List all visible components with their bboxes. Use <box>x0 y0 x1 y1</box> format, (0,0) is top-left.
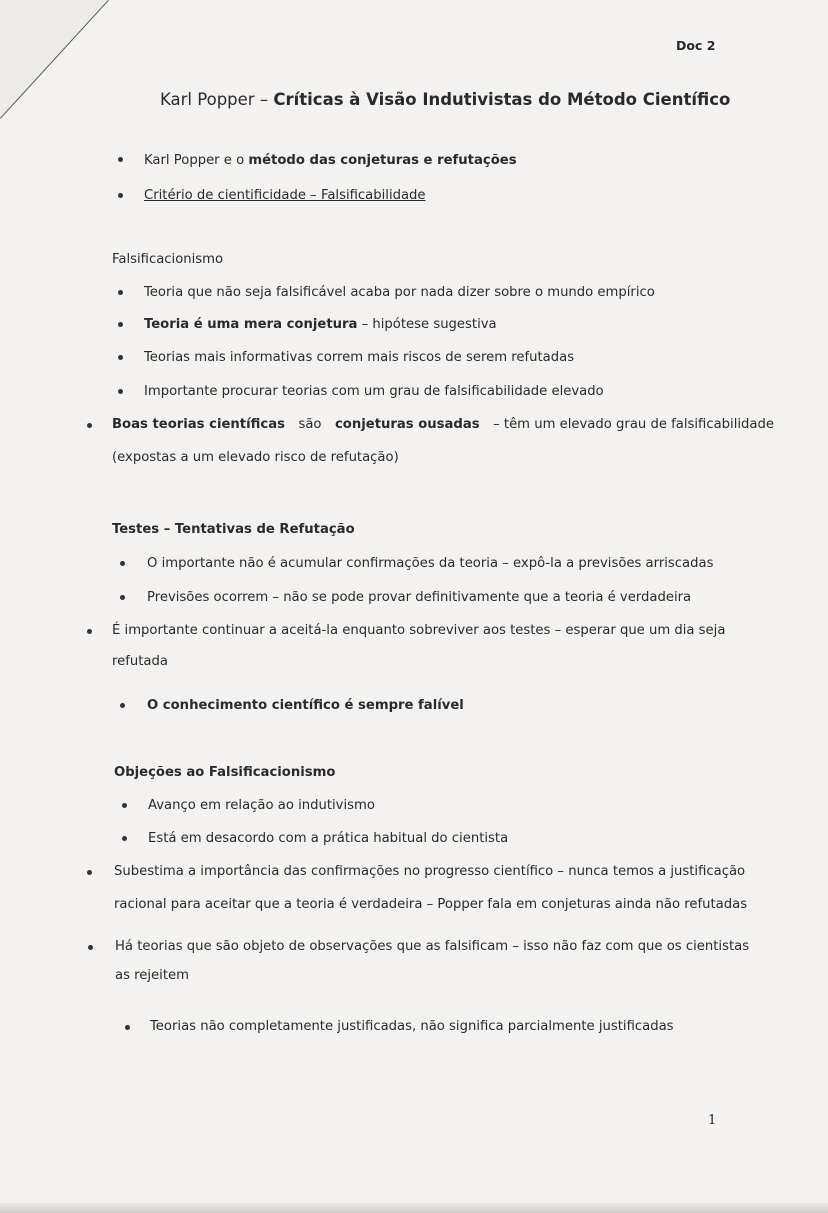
outer-list-item-cont: refutada <box>112 654 168 669</box>
list-item: Avanço em relação ao indutivismo <box>148 798 375 813</box>
outer-list-item: Há teorias que são objeto de observações que as falsificam – isso não faz com que os cientistas <box>115 939 750 954</box>
list-item <box>144 316 497 334</box>
section-heading-testes: Testes – Tentativas de Refutação <box>112 522 355 537</box>
text-bold: conjeturas ousadas <box>334 417 480 432</box>
bullet <box>118 157 123 162</box>
bullet <box>125 1025 130 1030</box>
outer-list-item: Subestima a importância das confirmações no progresso científico – nunca temos a justificação <box>114 864 746 879</box>
folded-corner-mark <box>0 0 120 130</box>
list-item: O importante não é acumular confirmações da teoria – expô-la a previsões arriscadas <box>147 556 714 571</box>
title-author: Karl Popper – <box>160 90 274 109</box>
bullet <box>87 870 92 875</box>
section-heading-objecoes: Objeções ao Falsificacionismo <box>114 765 336 780</box>
bullet <box>118 193 123 198</box>
bullet <box>120 561 125 566</box>
intro-item-1-bold: método das conjeturas e refutações <box>248 153 517 168</box>
bullet <box>118 290 123 295</box>
outer-list-item-cont: racional para aceitar que a teoria é verdadeira – Popper fala em conjeturas ainda não refutadas <box>114 897 748 912</box>
bullet <box>122 803 127 808</box>
list-item: Teorias mais informativas correm mais riscos de serem refutadas <box>144 350 575 365</box>
list-item: Importante procurar teorias com um grau de falsificabilidade elevado <box>144 384 604 399</box>
outer-list-item: É importante continuar a aceitá-la enquanto sobreviver aos testes – esperar que um dia seja <box>112 623 726 638</box>
page-title <box>160 90 730 109</box>
bullet <box>120 703 125 708</box>
outer-list-item <box>112 416 774 434</box>
intro-item-2: Critério de cientificidade – Falsificabilidade <box>144 188 426 203</box>
intro-item-1-text: Karl Popper e o <box>144 153 249 168</box>
outer-list-item-cont: as rejeitem <box>115 968 189 983</box>
text: são <box>298 417 322 432</box>
text-bold: Boas teorias científicas <box>112 417 285 432</box>
list-item: Está em desacordo com a prática habitual do cientista <box>148 831 509 846</box>
bullet <box>118 389 123 394</box>
list-item: Teoria que não seja falsificável acaba por nada dizer sobre o mundo empírico <box>144 285 655 300</box>
bullet <box>118 355 123 360</box>
list-item: Previsões ocorrem – não se pode provar definitivamente que a teoria é verdadeira <box>147 590 692 605</box>
list-item-text: – hipótese sugestiva <box>357 317 497 332</box>
page-bottom-edge <box>0 1203 828 1213</box>
bullet <box>120 595 125 600</box>
section-heading-falsificacionismo: Falsificacionismo <box>112 252 224 267</box>
doc-label: Doc 2 <box>676 38 716 53</box>
bullet <box>122 836 127 841</box>
bullet <box>87 629 92 634</box>
bullet <box>88 945 93 950</box>
text: – têm um elevado grau de falsificabilidade <box>493 417 774 432</box>
page-number: 1 <box>708 1113 717 1128</box>
bullet <box>118 322 123 327</box>
list-item: O conhecimento científico é sempre falível <box>147 698 464 713</box>
list-item-bold: Teoria é uma mera conjetura <box>144 317 358 332</box>
outer-list-item-cont: (expostas a um elevado risco de refutação) <box>112 450 399 465</box>
bullet <box>87 423 92 428</box>
title-main: Críticas à Visão Indutivistas do Método Científico <box>273 90 731 109</box>
list-item: Teorias não completamente justificadas, não significa parcialmente justificadas <box>150 1019 674 1034</box>
intro-item-1 <box>144 152 517 170</box>
